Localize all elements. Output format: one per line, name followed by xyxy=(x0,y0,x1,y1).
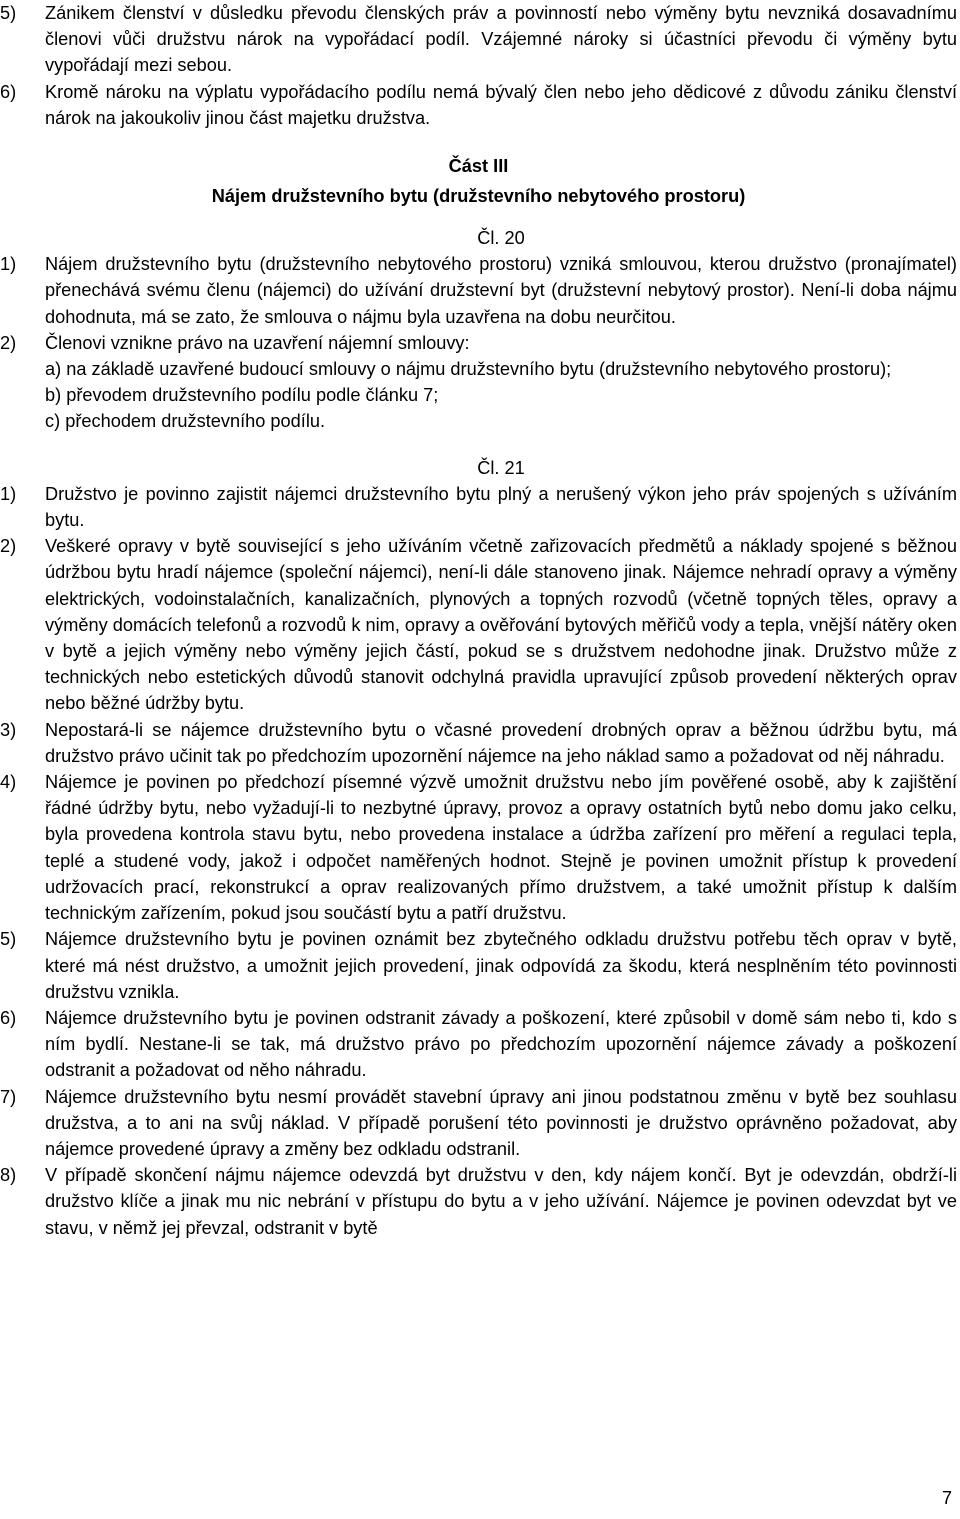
list-item xyxy=(0,717,957,769)
item-text: Kromě nároku na výplatu vypořádacího podílu nemá bývalý člen nebo jeho dědicové z důvodu zániku členství nárok na jakoukoliv jinou část majetku družstva. xyxy=(45,81,957,128)
item-text: Veškeré opravy v bytě související s jeho užíváním včetně zařizovacích předmětů a náklady spojené s běžnou údržbou bytu hradí nájemce (společní nájemci), není-li dále stanoveno jinak. Nájemce nehradí opravy a výměny elektrických, vodoinstalačních, kanalizačních, plynových a topných rozvodů (včetně topných těles, opravy a výměny domácích telefonů a rozvodů k nim, opravy a ověřování bytových měřičů vody a tepla, vnější nátěry oken v bytě a jejich výměny nebo výměny jejich částí, pokud se s družstvem nedohodne jinak. Družstvo může z technických nebo estetických důvodů stanovit odchylná pravidla upravující způsob provedení některých oprav nebo běžné údržby bytu. xyxy=(45,536,957,714)
item-number: 8) xyxy=(0,1165,17,1186)
section-title: Část III xyxy=(448,156,509,177)
list-item xyxy=(0,533,957,716)
item-text: Nájemce družstevního bytu je povinen oznámit bez zbytečného odkladu družstvu potřebu těch oprav v bytě, které má nést družstvo, a umožnit jejich provedení, jinak odpovídá za škodu, která nesplněním této povinnosti družstvu vznikla. xyxy=(45,929,957,1002)
list-item xyxy=(0,769,957,926)
item-number: 6) xyxy=(0,1007,17,1028)
item-text: Nepostará-li se nájemce družstevního bytu o včasné provedení drobných oprav a běžnou údržbu bytu, má družstvo právo učinit tak po předchozím upozornění nájemce na jeho náklad samo a požadovat od něj náhradu. xyxy=(45,719,957,766)
page-number: 7 xyxy=(941,1488,952,1508)
item-text: Nájem družstevního bytu (družstevního nebytového prostoru) vzniká smlouvou, kterou družstvo (pronajímatel) přenechává svému členu (nájemci) do užívání družstevní byt (družstevní nebytový prostor). Není-li doba nájmu dohodnuta, má se zato, že smlouva o nájmu byla uzavřena na dobu neurčitou. xyxy=(45,254,957,327)
item-text: Zánikem členství v důsledku převodu členských práv a povinností nebo výměny bytu nevzniká dosavadnímu členovi vůči družstvu nárok na vypořádací podíl. Vzájemné nároky si účastníci převodu či výměny bytu vypořádají mezi sebou. xyxy=(45,3,957,76)
list-item xyxy=(0,1005,957,1084)
item-text: Nájemce družstevního bytu nesmí provádět stavební úpravy ani jinou podstatnou změnu v bytě bez souhlasu družstva, a to ani na svůj náklad. V případě porušení této povinnosti je družstvo oprávněno požadovat, aby nájemce provedené úpravy a změny bez odkladu odstranil. xyxy=(45,1086,957,1159)
list-item xyxy=(0,330,957,435)
list-item xyxy=(0,926,957,1005)
item-text: Nájemce družstevního bytu je povinen odstranit závady a poškození, které způsobil v domě sám nebo ti, kdo s ním bydlí. Nestane-li se tak, má družstvo právo po předchozím upozornění nájemce závady a poškození odstranit a požadovat od něho náhradu. xyxy=(45,1007,957,1081)
list-item xyxy=(0,0,957,79)
list-item xyxy=(0,79,957,131)
sub-item-text: b) převodem družstevního podílu podle článku 7; xyxy=(45,385,439,406)
list-item xyxy=(0,251,957,330)
list-item xyxy=(0,1084,957,1163)
item-number: 5) xyxy=(0,3,17,23)
item-number: 4) xyxy=(0,772,17,793)
item-number: 1) xyxy=(0,483,17,504)
item-text: Družstvo je povinno zajistit nájemci družstevního bytu plný a nerušený výkon jeho práv spojených s užíváním bytu. xyxy=(45,483,957,531)
item-number: 5) xyxy=(0,929,17,950)
item-number: 1) xyxy=(0,254,17,275)
item-text: V případě skončení nájmu nájemce odevzdá byt družstvu v den, kdy nájem končí. Byt je odevzdán, obdrží-li družstvo klíče a jinak mu nic nebrání v přístupu do bytu a v jeho užívání. Nájemce je povinen odevzdat byt ve stavu, v němž jej převzal, odstranit v bytě xyxy=(45,1165,957,1238)
item-number: 2) xyxy=(0,332,17,353)
article-heading: Čl. 20 xyxy=(477,228,525,249)
section-heading xyxy=(0,151,957,211)
list-item xyxy=(0,1162,957,1241)
article-heading: Čl. 21 xyxy=(477,457,525,478)
item-number: 2) xyxy=(0,536,17,557)
sub-item-text: a) na základě uzavřené budoucí smlouvy o nájmu družstevního bytu (družstevního nebytového prostoru); xyxy=(45,359,892,380)
list-item xyxy=(0,481,957,533)
item-number: 6) xyxy=(0,81,17,102)
sub-item-text: c) přechodem družstevního podílu. xyxy=(45,411,326,432)
section-subtitle: Nájem družstevního bytu (družstevního nebytového prostoru) xyxy=(211,186,746,207)
item-text: Nájemce je povinen po předchozí písemné výzvě umožnit družstvu nebo jím pověřené osobě, aby k zajištění řádné údržby bytu, nebo vyžadují-li to nezbytné úpravy, provoz a opravy ostatních bytů nebo domu jako celku, byla provedena kontrola stavu bytu, nebo provedena instalace a údržba zařízení pro měření a regulaci tepla, teplé a studené vody, jakož i odpočet naměřených hodnot. Stejně je povinen umožnit přístup k provedení udržovacích prací, rekonstrukcí a oprav realizovaných přímo družstvem, a také umožnit přístup k dalším technickým zařízením, pokud jsou součástí bytu a patří družstvu. xyxy=(45,772,957,924)
item-text: Členovi vznikne právo na uzavření nájemní smlouvy: xyxy=(45,332,470,353)
item-number: 7) xyxy=(0,1086,17,1107)
item-number: 3) xyxy=(0,719,17,740)
